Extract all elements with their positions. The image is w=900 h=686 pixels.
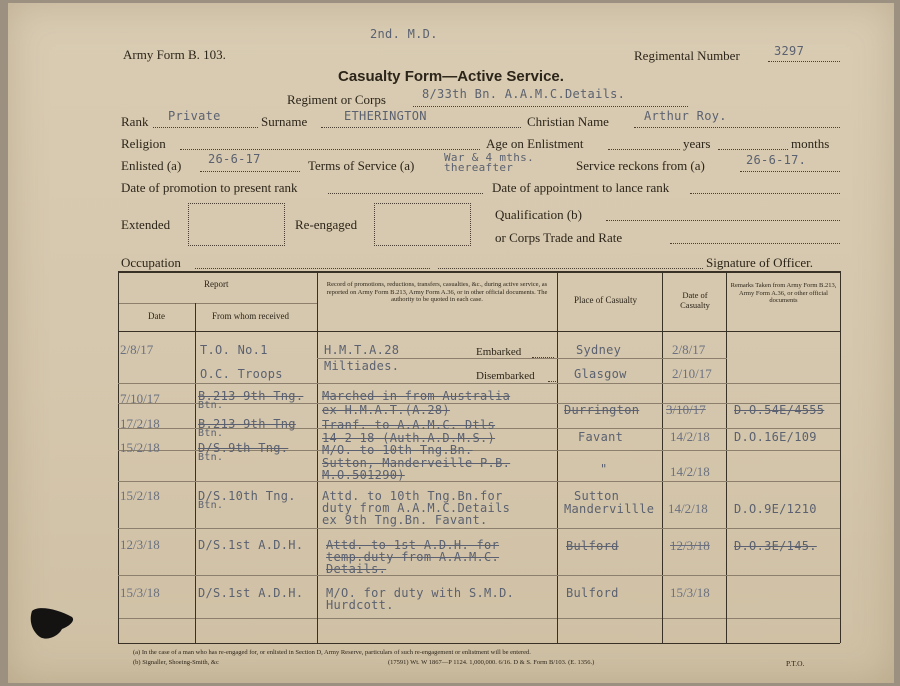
extended-box — [188, 203, 285, 246]
row3-date: 7/10/17 — [120, 391, 160, 406]
occupation-label: Occupation — [121, 255, 181, 270]
row1-date: 2/8/17 — [120, 342, 154, 357]
table-top-rule — [118, 271, 840, 273]
footnote-a: (a) In the case of a man who has re-engaged for, or enlisted in Section D, Army Reserve, particulars of such re-engagement or enlistment will be entered. — [133, 649, 531, 656]
row5-date: 15/2/18 — [120, 440, 160, 455]
ink-stain — [28, 603, 78, 643]
table-bottom-rule — [118, 643, 840, 644]
extended-label: Extended — [121, 217, 171, 232]
signature-label: Signature of Officer. — [706, 255, 813, 270]
row7-place: Bulford — [566, 539, 619, 553]
row4-record: Tranf. to A.A.M.C. Dtls — [322, 418, 496, 432]
row2-record: Miltiades. — [324, 359, 400, 373]
regimental-number-label: Regimental Number — [634, 48, 740, 63]
row8-casualty-date: 15/3/18 — [670, 585, 710, 600]
enlisted-label: Enlisted (a) — [121, 158, 182, 173]
pto-note: P.T.O. — [786, 659, 805, 668]
row3-record: Marched in from Australia — [322, 389, 511, 403]
top-note: 2nd. M.D. — [370, 27, 438, 41]
row2-casualty-date: 2/10/17 — [672, 366, 712, 381]
row7-record2: temp.duty from A.A.M.C. — [326, 550, 500, 564]
reckons-label: Service reckons from (a) — [576, 158, 705, 173]
terms-value-1: War & 4 mths. — [444, 151, 534, 164]
row3-place: Durrington — [564, 403, 640, 417]
row3-remarks: D.O.54E/4555 — [734, 403, 825, 417]
row7-record3: Details. — [326, 562, 387, 576]
row6-place: Sutton — [574, 489, 620, 503]
row3-casualty-date: 3/10/17 — [666, 402, 706, 417]
row6-remarks: D.O.9E/1210 — [734, 502, 817, 516]
lance-label: Date of appointment to lance rank — [492, 180, 670, 195]
months-label: months — [791, 136, 830, 151]
years-label: years — [683, 136, 711, 151]
row1-from: T.O. No.1 — [200, 343, 268, 357]
row2-place: Glasgow — [574, 367, 627, 381]
rank-value: Private — [168, 109, 221, 123]
row8-record2: Hurdcott. — [326, 598, 394, 612]
row8-record: M/O. for duty with S.M.D. — [326, 586, 515, 600]
form-title: Casualty Form—Active Service. — [338, 68, 564, 85]
place-header: Place of Casualty — [574, 295, 637, 305]
from-header: From whom received — [212, 311, 289, 321]
enlisted-value: 26-6-17 — [208, 152, 261, 166]
christian-name-value: Arthur Roy. — [644, 109, 727, 123]
footnote-b: (b) Signaller, Shoeing-Smith, &c — [133, 659, 219, 666]
row7-from: D/S.1st A.D.H. — [198, 538, 304, 552]
surname-value: ETHERINGTON — [344, 109, 427, 123]
row3-from: B.213 9th Tng. — [198, 389, 304, 403]
row6-from: D/S.10th Tng. — [198, 489, 296, 503]
row5-place: " — [600, 462, 608, 476]
casualty-date-header: Date of Casualty — [680, 290, 710, 310]
surname-label: Surname — [261, 114, 308, 129]
form-id: Army Form B. 103. — [123, 47, 226, 62]
row5-record3: M.O.501290) — [322, 468, 405, 482]
casualty-form-sheet — [8, 3, 894, 683]
row4-place: Favant — [578, 430, 624, 444]
christian-name-label: Christian Name — [527, 114, 609, 129]
row3-from2: Btn. — [198, 400, 224, 411]
disembarked-label: Disembarked — [476, 370, 535, 382]
row7-date: 12/3/18 — [120, 537, 160, 552]
row8-date: 15/3/18 — [120, 585, 160, 600]
row4-date: 17/2/18 — [120, 416, 160, 431]
trade-label: or Corps Trade and Rate — [495, 230, 623, 245]
row6-casualty-date: 14/2/18 — [668, 501, 708, 516]
row4-casualty-date: 14/2/18 — [670, 429, 710, 444]
terms-label: Terms of Service (a) — [308, 158, 415, 173]
row1-record: H.M.T.A.28 — [324, 343, 400, 357]
row5-from: D/S.9th Tng. — [198, 441, 289, 455]
age-label: Age on Enlistment — [486, 136, 584, 151]
row5-casualty-date: 14/2/18 — [670, 464, 710, 479]
promotion-label: Date of promotion to present rank — [121, 180, 298, 195]
regiment-label: Regiment or Corps — [287, 92, 386, 107]
embarked-label: Embarked — [476, 346, 522, 358]
table-header-rule — [118, 331, 840, 332]
remarks-header: Remarks Taken from Army Form B.213, Army Form A.36, or other official documents — [730, 282, 837, 304]
terms-value-2: thereafter — [444, 161, 514, 174]
rank-label: Rank — [121, 114, 149, 129]
row3-record2: ex H.M.A.T.(A.28) — [322, 403, 450, 417]
row6-record: Attd. to 10th Tng.Bn.for — [322, 489, 503, 503]
qualification-label: Qualification (b) — [495, 207, 582, 222]
row5-from2: Btn. — [198, 452, 224, 463]
record-header: Record of promotions, reductions, transfers, casualties, &c., during active service, as reported on Army Form B.213, Army Form A.36, or in other official documents. The authority to be quoted in each case. — [326, 281, 548, 303]
row7-remarks: D.O.3E/145. — [734, 539, 817, 553]
religion-label: Religion — [121, 136, 166, 151]
row1-place: Sydney — [576, 343, 622, 357]
row4-remarks: D.O.16E/109 — [734, 430, 817, 444]
row8-place: Bulford — [566, 586, 619, 600]
row4-from2: Btn. — [198, 428, 224, 439]
reckons-value: 26-6-17. — [746, 153, 807, 167]
report-header: Report — [204, 279, 229, 289]
regiment-value: 8/33th Bn. A.A.M.C.Details. — [422, 87, 626, 101]
row1-casualty-date: 2/8/17 — [672, 342, 706, 357]
reengaged-box — [374, 203, 471, 246]
row6-record2: duty from A.A.M.C.Details — [322, 501, 511, 515]
row4-record2: 14-2-18 (Auth.A.D.M.S.) — [322, 431, 496, 445]
row2-from: O.C. Troops — [200, 367, 283, 381]
row6-date: 15/2/18 — [120, 488, 160, 503]
row4-from: B.213 9th Tng — [198, 417, 296, 431]
date-header: Date — [148, 311, 165, 321]
reengaged-label: Re-engaged — [295, 217, 358, 232]
row5-record2: Sutton, Manderveille P.B. — [322, 456, 511, 470]
regimental-number-value: 3297 — [774, 44, 805, 58]
print-reference: (17591) Wt. W 1867—P 1124. 1,000,000. 6/16. D & S. Form B/103. (E. 1356.) — [388, 659, 595, 666]
row6-from2: Btn. — [198, 500, 224, 511]
row7-record: Attd. to 1st A.D.H. for — [326, 538, 500, 552]
row8-from: D/S.1st A.D.H. — [198, 586, 304, 600]
row5-record: M/O. to 10th Tng.Bn. — [322, 443, 473, 457]
row6-record3: ex 9th Tng.Bn. Favant. — [322, 513, 488, 527]
row7-casualty-date: 12/3/18 — [670, 538, 710, 553]
row6-place2: Mandervillle — [564, 502, 655, 516]
